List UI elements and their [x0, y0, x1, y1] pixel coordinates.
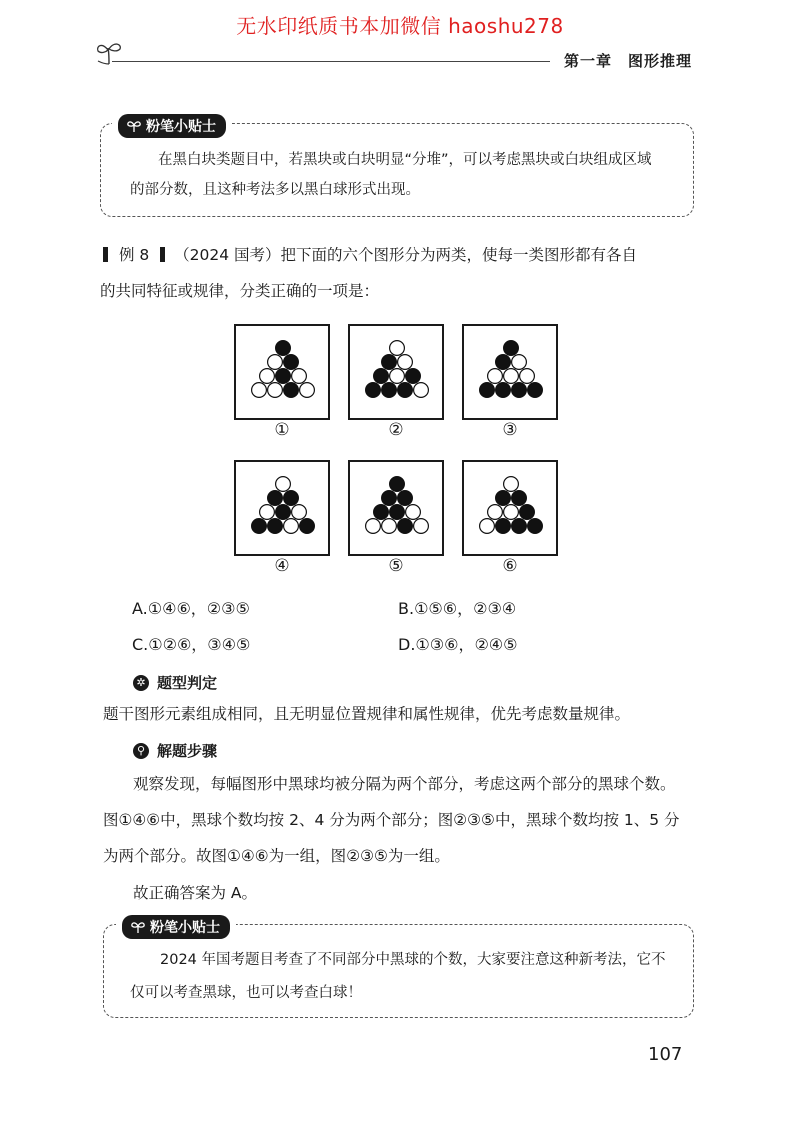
- figure-label: ①: [274, 420, 290, 440]
- figure-box: [462, 460, 558, 556]
- tip-line: 2024 年国考题目考查了不同部分中黑球的个数，大家要注意这种新考法，它不: [160, 952, 666, 968]
- black-ball: [252, 519, 267, 534]
- white-ball: [480, 519, 495, 534]
- black-ball: [268, 519, 283, 534]
- white-ball: [292, 369, 307, 384]
- figure-label: ⑥: [502, 556, 518, 576]
- ball-triangle: [364, 475, 430, 541]
- question-label: 例 8: [118, 246, 150, 264]
- black-ball: [512, 491, 527, 506]
- black-ball: [528, 383, 543, 398]
- black-ball: [276, 341, 291, 356]
- white-ball: [292, 505, 307, 520]
- black-ball: [284, 491, 299, 506]
- black-ball: [374, 369, 389, 384]
- white-ball: [252, 383, 267, 398]
- figure-box: [348, 324, 444, 420]
- header-rule: [112, 61, 550, 62]
- option-c[interactable]: C.①②⑥，③④⑤: [132, 635, 251, 654]
- black-ball: [382, 355, 397, 370]
- black-ball: [512, 383, 527, 398]
- black-ball: [284, 383, 299, 398]
- black-ball: [390, 477, 405, 492]
- white-ball: [504, 369, 519, 384]
- label-bar: [103, 247, 108, 262]
- tip-tag: [116, 915, 236, 939]
- section-text: 观察发现，每幅图形中黑球均被分隔为两个部分，考虑这两个部分的黑球个数。: [133, 775, 676, 793]
- tip-tag-label: 粉笔小贴士: [146, 119, 216, 135]
- white-ball: [390, 369, 405, 384]
- white-ball: [512, 355, 527, 370]
- black-ball: [268, 491, 283, 506]
- figure-label: ④: [274, 556, 290, 576]
- white-ball: [398, 355, 413, 370]
- white-ball: [284, 519, 299, 534]
- white-ball: [268, 383, 283, 398]
- black-ball: [512, 519, 527, 534]
- black-ball: [496, 491, 511, 506]
- white-ball: [276, 477, 291, 492]
- black-ball: [520, 505, 535, 520]
- figure-label: ③: [502, 420, 518, 440]
- white-ball: [260, 369, 275, 384]
- tip-tag: [112, 114, 232, 138]
- option-d[interactable]: D.①③⑥，②④⑤: [398, 635, 518, 654]
- black-ball: [300, 519, 315, 534]
- white-ball: [504, 505, 519, 520]
- section-text: 为两个部分。故图①④⑥为一组，图②③⑤为一组。: [103, 847, 450, 865]
- figure-box: [234, 324, 330, 420]
- black-ball: [374, 505, 389, 520]
- tip-line: 在黑白块类题目中，若黑块或白块明显“分堆”，可以考虑黑块或白块组成区域: [158, 152, 652, 168]
- sprout-icon: [130, 920, 146, 934]
- section-text: 图①④⑥中，黑球个数均按 2、4 分为两个部分；图②③⑤中，黑球个数均按 1、5 分: [103, 811, 680, 829]
- black-ball: [398, 519, 413, 534]
- black-ball: [496, 355, 511, 370]
- tip-line: 仅可以考查黑球，也可以考查白球！: [130, 985, 362, 1001]
- gear-icon: ✲: [133, 675, 149, 691]
- white-ball: [406, 505, 421, 520]
- section-heading: [133, 672, 217, 693]
- sprout-icon: [94, 40, 124, 66]
- question-text: （2024 国考）把下面的六个图形分为两类，使每一类图形都有各自: [174, 246, 637, 264]
- black-ball: [390, 505, 405, 520]
- key-icon: ⚲: [133, 743, 149, 759]
- page-number: 107: [648, 1044, 683, 1065]
- white-ball: [390, 341, 405, 356]
- black-ball: [284, 355, 299, 370]
- white-ball: [414, 519, 429, 534]
- tip-tag-label: 粉笔小贴士: [150, 920, 220, 936]
- black-ball: [496, 383, 511, 398]
- question-stem: [103, 239, 637, 271]
- chapter-title: 第一章 图形推理: [564, 52, 693, 70]
- ball-triangle: [364, 339, 430, 405]
- black-ball: [382, 491, 397, 506]
- tip-line: 的部分数，且这种考法多以黑白球形式出现。: [130, 182, 420, 198]
- label-bar: [160, 247, 165, 262]
- option-b[interactable]: B.①⑤⑥，②③④: [398, 599, 517, 618]
- white-ball: [260, 505, 275, 520]
- black-ball: [382, 383, 397, 398]
- black-ball: [398, 491, 413, 506]
- black-ball: [276, 505, 291, 520]
- ball-triangle: [478, 339, 544, 405]
- white-ball: [366, 519, 381, 534]
- black-ball: [406, 369, 421, 384]
- figure-label: ⑤: [388, 556, 404, 576]
- white-ball: [520, 369, 535, 384]
- question-text: 的共同特征或规律，分类正确的一项是：: [100, 282, 380, 300]
- black-ball: [398, 383, 413, 398]
- figure-label: ②: [388, 420, 404, 440]
- answer-text: 故正确答案为 A。: [133, 884, 258, 902]
- ball-triangle: [250, 475, 316, 541]
- section-heading: [133, 740, 217, 761]
- black-ball: [504, 341, 519, 356]
- figure-box: [348, 460, 444, 556]
- option-a[interactable]: A.①④⑥，②③⑤: [132, 599, 250, 618]
- black-ball: [528, 519, 543, 534]
- white-ball: [300, 383, 315, 398]
- figure-box: [234, 460, 330, 556]
- black-ball: [480, 383, 495, 398]
- figure-box: [462, 324, 558, 420]
- ball-triangle: [250, 339, 316, 405]
- white-ball: [414, 383, 429, 398]
- ball-triangle: [478, 475, 544, 541]
- black-ball: [366, 383, 381, 398]
- white-ball: [382, 519, 397, 534]
- black-ball: [276, 369, 291, 384]
- white-ball: [504, 477, 519, 492]
- section-text: 题干图形元素组成相同，且无明显位置规律和属性规律，优先考虑数量规律。: [103, 705, 631, 723]
- section-title: 题型判定: [157, 674, 218, 692]
- sprout-icon: [126, 119, 142, 133]
- white-ball: [488, 505, 503, 520]
- watermark-text: 无水印纸质书本加微信 haoshu278: [236, 14, 564, 38]
- section-title: 解题步骤: [157, 742, 218, 760]
- white-ball: [488, 369, 503, 384]
- white-ball: [268, 355, 283, 370]
- black-ball: [496, 519, 511, 534]
